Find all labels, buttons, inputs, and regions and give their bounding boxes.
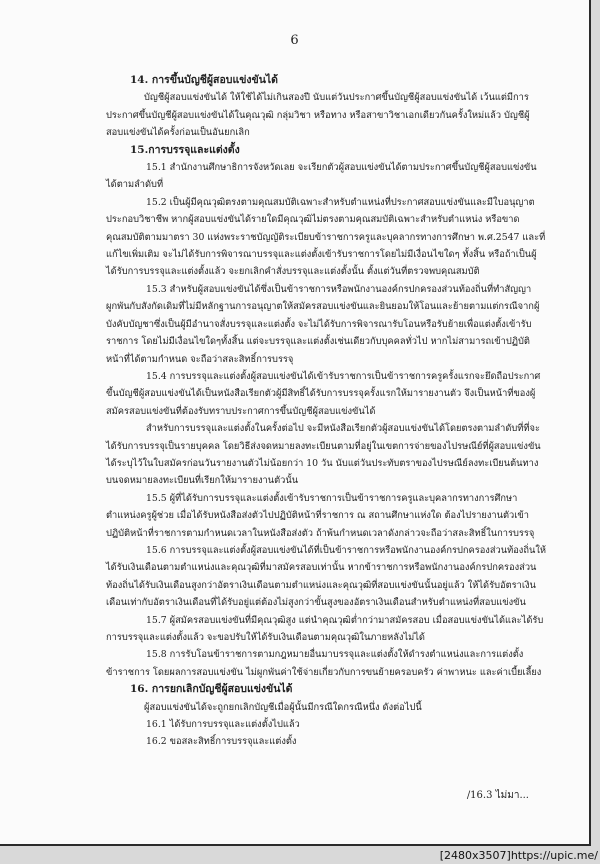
paragraph-16-1: 16.1 ได้รับการบรรจุและแต่งตั้งไปแล้ว <box>146 719 300 731</box>
heading-15: 15.การบรรจุและแต่งตั้ง <box>130 143 240 156</box>
paragraph-14: บัญชีผู้สอบแข่งขันได้ ให้ใช้ได้ไม่เกินสองปี นับแต่วันประกาศขึ้นบัญชีผู้สอบแข่งขันได้ เว้นแต่มีการประกาศขึ้นบัญชีผู้สอบแข่งขันได้ในคุณวุฒิ กลุ่มวิชา หรือทาง หรือสาขาวิชาเอกเดียวกันครั้งใหม่แล้ว บัญชีผู้สอบแข่งขันได้ครั้งก่อนเป็นอันยกเลิก <box>106 92 530 139</box>
paragraph-16-2: 16.2 ขอสละสิทธิ์การบรรจุและแต่งตั้ง <box>146 736 297 748</box>
paragraph-15-4-cont: สำหรับการบรรจุและแต่งตั้งในครั้งต่อไป จะมีหนังสือเรียกตัวผู้สอบแข่งขันได้โดยตรงตามลำดับที่ที่จะได้รับการบรรจุเป็นรายบุคคล โดยวิธีส่งจดหมายลงทะเบียนตามที่อยู่ในเขตการจ่ายของไปรษณีย์ที่ผู้สอบแข่งขันได้ระบุไว้ในใบสมัครก่อนวันรายงานตัวไม่น้อยกว่า 10 วัน นับแต่วันประทับตราของไปรษณีย์ลงทะเบียนต้นทางบนจดหมายลงทะเบียนที่เรียกให้มารายงานตัวนั้น <box>106 423 541 487</box>
paragraph-15-1: 15.1 สำนักงานศึกษาธิการจังหวัดเลย จะเรียกตัวผู้สอบแข่งขันได้ตามประกาศขึ้นบัญชีผู้สอบแข่งขันได้ตามลำดับที่ <box>106 162 537 191</box>
paragraph-15-2: 15.2 เป็นผู้มีคุณวุฒิตรงตามคุณสมบัติเฉพาะสำหรับตำแหน่งที่ประกาศสอบแข่งขันและมีใบอนุญาตประกอบวิชาชีพ หากผู้สอบแข่งขันได้รายใดมีคุณวุฒิไม่ตรงตามคุณสมบัติเฉพาะสำหรับตำแหน่ง หรือขาดคุณสมบัติตามมาตรา 30 แห่งพระราชบัญญัติระเบียบข้าราชการครูและบุคลากรทางการศึกษา พ.ศ.2547 และที่แก้ไขเพิ่มเติม จะไม่ได้รับการพิจารณาบรรจุและแต่งตั้งเข้ารับราชการโดยไม่มีเงื่อนไขใดๆ ทั้งสิ้น หรือถ้าเป็นผู้ได้รับการบรรจุและแต่งตั้งแล้ว จะยกเลิกคำสั่งบรรจุและแต่งตั้งนั้น ตั้งแต่วันที่ตรวจพบคุณสมบัติ <box>106 196 546 278</box>
continuation-note: /16.3 ไม่มา... <box>466 790 529 801</box>
paragraph-15-3: 15.3 สำหรับผู้สอบแข่งขันได้ซึ่งเป็นข้าราชการหรือพนักงานองค์กรปกครองส่วนท้องถิ่นที่ทำสัญญาผูกพันกับสังกัดเดิมที่ไม่มีหลักฐานการอนุญาตให้สมัครสอบแข่งขันและยินยอมให้โอนและย้ายตามแต่กรณีจากผู้บังคับบัญชาซึ่งเป็นผู้มีอำนาจสั่งบรรจุและแต่งตั้ง จะไม่ได้รับการพิจารณารับโอนหรือรับย้ายเพื่อแต่งตั้งเข้ารับราชการ โดยไม่มีเงื่อนไขใดๆทั้งสิ้น แต่จะบรรจุและแต่งตั้งเช่นเดียวกับบุคคลทั่วไป หากไม่สามารถเข้าปฏิบัติหน้าที่ได้ตามกำหนด จะถือว่าสละสิทธิ์การบรรจุ <box>106 283 540 365</box>
heading-14: 14. การขึ้นบัญชีผู้สอบแข่งขันได้ <box>130 74 278 86</box>
paragraph-16: ผู้สอบแข่งขันได้จะถูกยกเลิกบัญชีเมื่อผู้นั้นมีกรณีใดกรณีหนึ่ง ดังต่อไปนี้ <box>144 701 422 713</box>
heading-16: 16. การยกเลิกบัญชีผู้สอบแข่งขันได้ <box>130 683 293 696</box>
paragraph-15-6: 15.6 การบรรจุและแต่งตั้งผู้สอบแข่งขันได้ที่เป็นข้าราชการหรือพนักงานองค์กรปกครองส่วนท้องถิ่นให้ได้รับเงินเดือนตามตำแหน่งและคุณวุฒิที่มาสมัครสอบเท่านั้น หากข้าราชการหรือพนักงานองค์กรปกครองส่วนท้องถิ่นได้รับเงินเดือนสูงกว่าอัตราเงินเดือนตามตำแหน่งและคุณวุฒิที่สอบแข่งขันนั้นอยู่แล้ว ให้ได้รับอัตราเงินเดือนเท่ากับอัตราเงินเดือนที่ได้รับอยู่แต่ต้องไม่สูงกว่าขั้นสูงของอัตราเงินเดือนสำหรับตำแหน่งที่สอบแข่งขัน <box>106 544 547 609</box>
image-watermark: [2480x3507]https://upic.me/ <box>439 849 598 862</box>
paragraph-15-4: 15.4 การบรรจุและแต่งตั้งผู้สอบแข่งขันได้เข้ารับราชการเป็นข้าราชการครูครั้งแรกจะยึดถือประกาศขึ้นบัญชีผู้สอบแข่งขันได้เป็นหนังสือเรียกตัวผู้มีสิทธิ์ได้รับการบรรจุครั้งแรกให้มารายงานตัว จึงเป็นหน้าที่ของผู้สมัครสอบแข่งขันที่ต้องรับทราบประกาศการขึ้นบัญชีผู้สอบแข่งขันได้ <box>106 370 541 417</box>
paragraph-15-7: 15.7 ผู้สมัครสอบแข่งขันที่มีคุณวุฒิสูง แต่นำคุณวุฒิต่ำกว่ามาสมัครสอบ เมื่อสอบแข่งขันได้และได้รับการบรรจุและแต่งตั้งแล้ว จะขอปรับให้ได้รับเงินเดือนตามคุณวุฒิในภายหลังไม่ได้ <box>106 614 544 643</box>
paragraph-15-5: 15.5 ผู้ที่ได้รับการบรรจุและแต่งตั้งเข้ารับราชการเป็นข้าราชการครูและบุคลากรทางการศึกษาตำแหน่งครูผู้ช่วย เมื่อได้รับหนังสือส่งตัวไปปฏิบัติหน้าที่ราชการ ณ สถานศึกษาแห่งใด ต้องไปรายงานตัวเข้าปฏิบัติหน้าที่ราชการตามกำหนดเวลาในหนังสือส่งตัว ถ้าพ้นกำหนดเวลาดังกล่าวจะถือว่าสละสิทธิ์ในการบรรจุ <box>106 492 535 539</box>
page-number: 6 <box>290 33 299 48</box>
page-content <box>106 72 546 751</box>
paragraph-15-8: 15.8 การรับโอนข้าราชการตามกฎหมายอื่นมาบรรจุและแต่งตั้งให้ดำรงตำแหน่งและการแต่งตั้งข้าราชการ โดยผลการสอบแข่งขัน ไม่ผูกพันค่าใช้จ่ายเกี่ยวกับการขนย้ายครอบครัว ค่าพาหนะ และค่าเบี้ยเลี้ยง <box>106 649 542 678</box>
